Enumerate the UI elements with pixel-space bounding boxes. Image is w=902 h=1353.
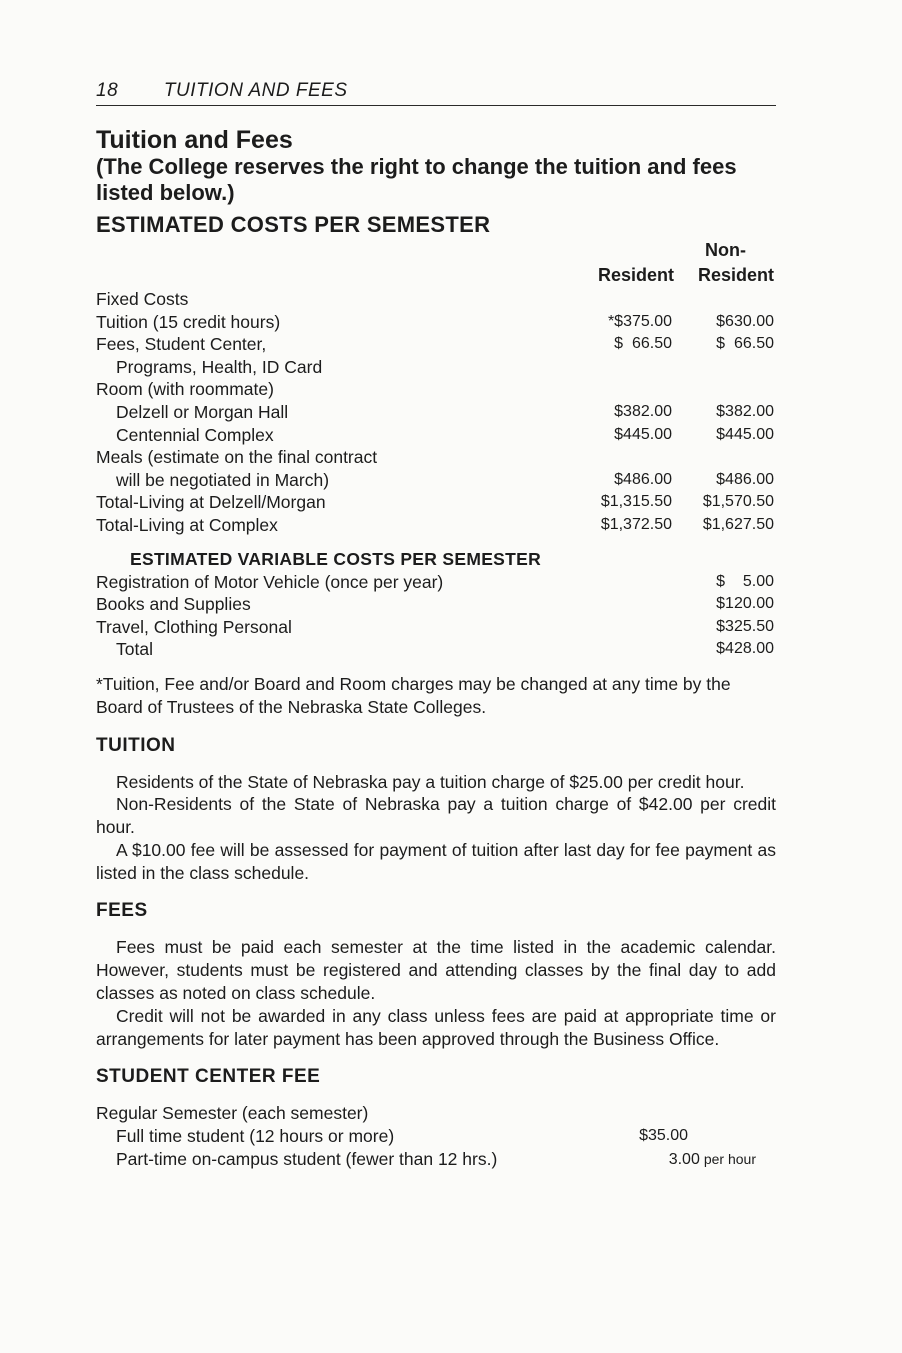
scf-part-time-label: Part-time on-campus student (fewer than 12 hrs.) [116,1148,498,1169]
scf-part-time-unit: per hour [703,1150,756,1167]
variable-cost-amount: $ 5.00 [716,572,774,590]
col-nonresident-line1: Non- [705,240,746,260]
cost-row [96,311,776,334]
cost-row [96,514,776,537]
cost-nonresident: $ 66.50 [716,335,774,353]
variable-cost-label: Books and Supplies [96,594,251,615]
cost-label: Total-Living at Delzell/Morgan [96,492,326,513]
cost-label: will be negotiated in March) [116,469,330,490]
cost-resident: $ 66.50 [614,335,672,353]
costs-header-row-2 [96,263,776,288]
variable-costs-heading: ESTIMATED VARIABLE COSTS PER SEMESTER [130,548,542,569]
tuition-heading: TUITION [96,734,176,756]
running-head [96,80,776,106]
cost-nonresident: $630.00 [716,312,774,330]
cost-label: Meals (estimate on the final contract [96,447,378,468]
scf-part-time-row [96,1148,776,1171]
cost-label: Programs, Health, ID Card [116,356,323,377]
cost-label: Total-Living at Complex [96,514,278,535]
scf-full-time-row [96,1125,776,1148]
student-center-fee-heading: STUDENT CENTER FEE [96,1066,321,1088]
cost-rows [96,288,776,537]
variable-cost-label: Travel, Clothing Personal [96,616,292,637]
cost-resident: $1,372.50 [600,515,672,533]
scf-full-time-amount: $35.00 [639,1127,688,1145]
cost-label: Fixed Costs [96,289,189,309]
cost-resident: $486.00 [614,470,672,488]
variable-cost-row [96,593,776,616]
variable-cost-label: Registration of Motor Vehicle (once per year) [96,571,444,592]
variable-cost-amount: $325.50 [716,617,774,635]
cost-nonresident: $486.00 [716,470,774,488]
cost-resident: $382.00 [614,402,672,420]
fees-paragraph: Credit will not be awarded in any class unless fees are paid at appropriate time or arrangements for later payment has been approved through the Business Office. [96,1005,776,1049]
costs-header-row-1 [96,238,776,263]
cost-nonresident: $445.00 [716,425,774,443]
page [96,80,776,1170]
running-title: TUITION AND FEES [163,80,348,101]
cost-row [96,469,776,492]
variable-cost-label: Total [116,639,153,660]
cost-row [96,424,776,447]
fees-heading: FEES [96,900,148,922]
cost-label: Tuition (15 credit hours) [96,311,281,332]
page-number: 18 [96,80,119,101]
scf-intro: Regular Semester (each semester) [96,1103,369,1124]
fees-paragraph: Fees must be paid each semester at the time listed in the academic calendar. However, students must be registered and attending classes by the final day to add classes as noted on class schedule. [96,937,776,1004]
cost-row [96,491,776,514]
footnote: *Tuition, Fee and/or Board and Room charges may be changed at any time by the Board of Trustees of the Nebraska State Colleges. [96,673,731,717]
cost-label: Room (with roommate) [96,379,274,400]
cost-resident: *$375.00 [607,312,672,330]
variable-cost-row [96,616,776,639]
cost-row [96,288,776,311]
scf-intro-row [96,1102,776,1125]
variable-cost-amount: $120.00 [716,595,774,613]
cost-resident: $445.00 [614,425,672,443]
page-title: Tuition and Fees [96,126,293,154]
student-center-fee-section [96,1102,776,1170]
cost-label: Centennial Complex [116,424,274,445]
col-resident: Resident [597,265,674,285]
cost-nonresident: $382.00 [716,402,774,420]
tuition-section [96,771,776,885]
col-nonresident-line2: Resident [697,265,774,285]
variable-cost-amount: $428.00 [716,640,774,658]
scf-full-time-label: Full time student (12 hours or more) [116,1126,395,1147]
cost-row [96,401,776,424]
reserve-notice: (The College reserves the right to change the tuition and fees listed below.) [96,154,737,205]
cost-row [96,378,776,401]
tuition-paragraph: Non-Residents of the State of Nebraska pay a tuition charge of $42.00 per credit hour. [96,794,776,838]
costs-table [96,238,776,537]
cost-row [96,356,776,379]
tuition-paragraph: Residents of the State of Nebraska pay a tuition charge of $25.00 per credit hour. [116,771,745,792]
cost-nonresident: $1,627.50 [702,515,774,533]
scf-part-time-amount [669,1148,756,1172]
costs-heading: ESTIMATED COSTS PER SEMESTER [96,212,491,237]
cost-row [96,446,776,469]
cost-nonresident: $1,570.50 [702,493,774,511]
variable-cost-row [96,638,776,661]
cost-resident: $1,315.50 [600,493,672,511]
scf-part-time-value: 3.00 [668,1150,700,1168]
cost-label: Fees, Student Center, [96,334,267,355]
variable-cost-rows [96,571,776,661]
variable-cost-row [96,571,776,594]
tuition-paragraph: A $10.00 fee will be assessed for payment of tuition after last day for fee payment as listed in the class schedule. [96,839,776,883]
cost-row [96,333,776,356]
fees-section [96,936,776,1050]
cost-label: Delzell or Morgan Hall [116,401,289,422]
